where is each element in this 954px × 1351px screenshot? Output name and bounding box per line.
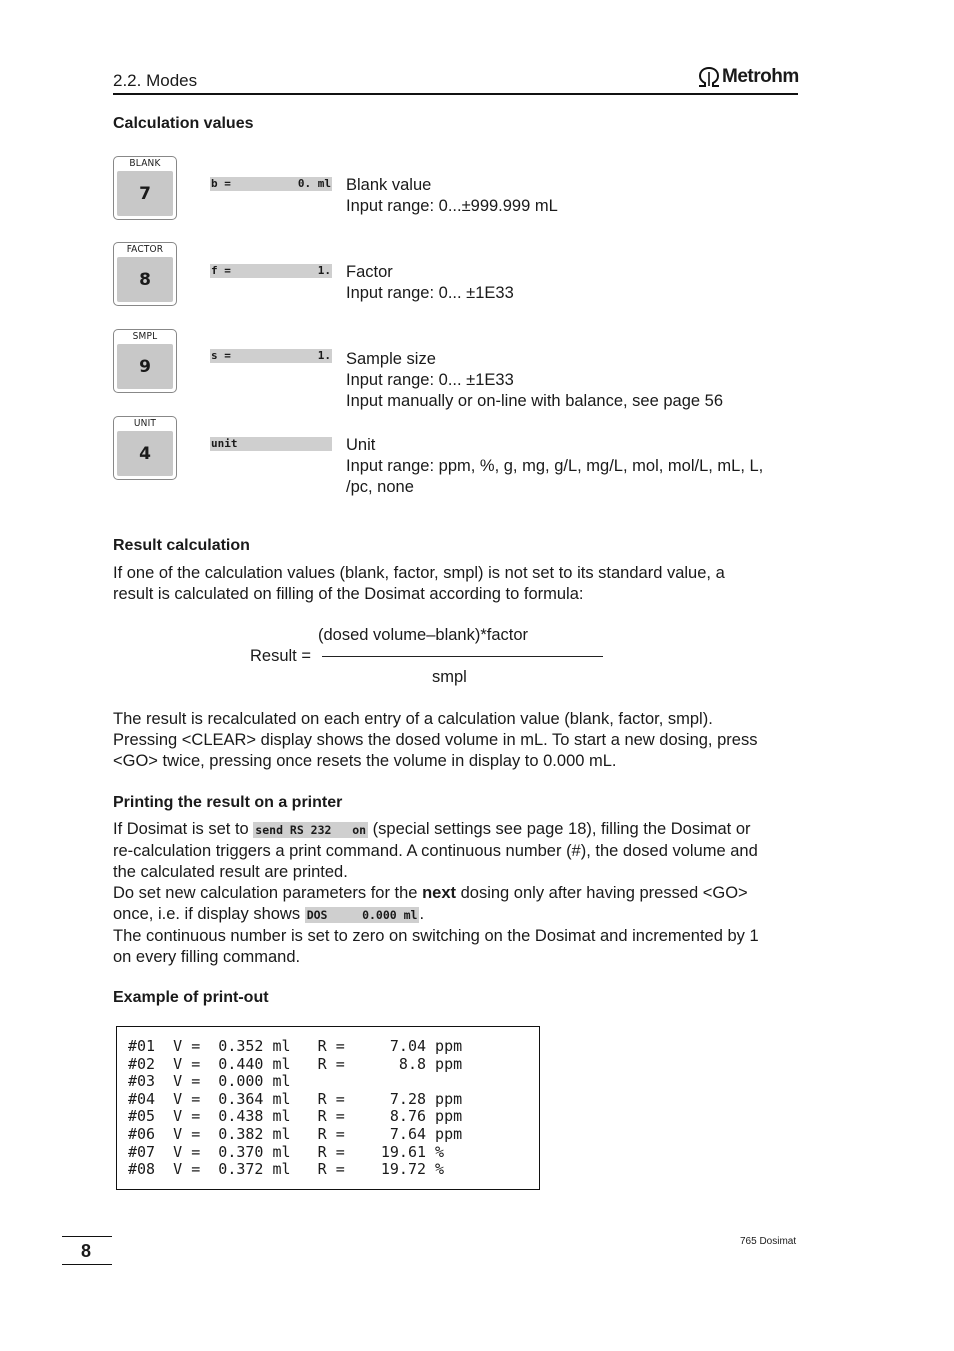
footer-rule [62, 1264, 112, 1265]
printout-line: #01 V = 0.352 ml R = 7.04 ppm [128, 1037, 463, 1055]
desc-line: Factor [346, 263, 393, 281]
emphasis-next: next [422, 884, 457, 902]
printing-paragraph [113, 819, 813, 968]
key-factor[interactable] [113, 242, 177, 306]
printout-line: #03 V = 0.000 ml [128, 1072, 291, 1091]
brand-logo [696, 66, 799, 88]
display-left: b = [211, 177, 231, 190]
unit-description [346, 435, 763, 498]
brand-name: Metrohm [722, 66, 799, 87]
inline-display-dos: DOS 0.000 ml [306, 908, 418, 922]
desc-line: Input range: 0...±999.999 mL [346, 197, 558, 215]
text-line: re-calculation triggers a print command. A continuous number (#), the dosed volume and [113, 842, 758, 860]
desc-line: Sample size [346, 350, 436, 368]
printout-lines [128, 1038, 462, 1179]
desc-line: Input range: 0... ±1E33 [346, 284, 514, 302]
display-left: s = [211, 349, 231, 362]
display-right: 1. [317, 349, 331, 362]
text-line: result is calculated on filling of the Dosimat according to formula: [113, 585, 584, 603]
printout-line: #07 V = 0.370 ml R = 19.61 % [128, 1142, 445, 1161]
display-left: unit [211, 437, 238, 450]
printout-line: #05 V = 0.438 ml R = 8.76 ppm [128, 1107, 463, 1126]
key-blank[interactable] [113, 156, 177, 220]
display-unit [210, 437, 332, 451]
desc-line: Input range: ppm, %, g, mg, g/L, mg/L, mol, mol/L, mL, L, [346, 457, 764, 475]
formula-lhs: Result = [250, 647, 311, 665]
calc-values-heading: Calculation values [113, 115, 254, 132]
display-blank [210, 177, 332, 191]
footer-rule [62, 1236, 112, 1237]
key-label: UNIT [133, 418, 157, 429]
text-line: once, i.e. if display shows DOS 0.000 ml . [113, 905, 425, 923]
formula-denominator: smpl [432, 668, 467, 686]
omega-logo-icon [696, 66, 722, 88]
display-factor [210, 264, 332, 278]
blank-description [346, 175, 558, 217]
key-digit: 8 [117, 257, 173, 302]
inline-display-send: send RS 232 on [255, 823, 367, 837]
text-line: If Dosimat is set to send RS 232 on (special settings see page 18), filling the Dosimat or [113, 820, 751, 838]
desc-line: Blank value [346, 176, 432, 194]
formula-numerator: (dosed volume–blank)*factor [318, 626, 529, 644]
text-line: The continuous number is set to zero on switching on the Dosimat and incremented by 1 [113, 927, 759, 945]
display-right: 1. [317, 264, 331, 277]
desc-line: Unit [346, 436, 376, 454]
key-digit: 4 [117, 431, 173, 476]
key-label: BLANK [129, 158, 161, 169]
product-name: 765 Dosimat [740, 1236, 797, 1247]
key-unit[interactable] [113, 416, 177, 480]
key-label: SMPL [132, 331, 158, 342]
text-line: Do set new calculation parameters for the next dosing only after having pressed <GO> [113, 884, 748, 902]
key-digit: 7 [117, 171, 173, 216]
result-calc-intro [113, 563, 725, 605]
printout-line: #02 V = 0.440 ml R = 8.8 ppm [128, 1054, 463, 1073]
display-smpl [210, 349, 332, 363]
key-smpl[interactable] [113, 329, 177, 393]
desc-line: /pc, none [346, 478, 414, 496]
text-line: on every filling command. [113, 948, 301, 966]
header-rule [113, 93, 798, 95]
display-left: f = [211, 264, 231, 277]
result-calc-heading: Result calculation [113, 537, 250, 554]
key-digit: 9 [117, 344, 173, 389]
key-label: FACTOR [126, 244, 164, 255]
fraction-bar [322, 656, 603, 657]
page-number: 8 [80, 1241, 91, 1261]
section-title: 2.2. Modes [113, 71, 198, 90]
result-calc-after [113, 709, 757, 772]
text-line: If one of the calculation values (blank, factor, smpl) is not set to its standard value, a [113, 564, 725, 582]
desc-line: Input range: 0... ±1E33 [346, 371, 514, 389]
desc-line: Input manually or on-line with balance, see page 56 [346, 392, 723, 410]
printout-line: #08 V = 0.372 ml R = 19.72 % [128, 1160, 445, 1179]
text-line: the calculated result are printed. [113, 863, 348, 881]
printout-box [116, 1026, 540, 1190]
text-line: The result is recalculated on each entry of a calculation value (blank, factor, smpl). [113, 710, 713, 728]
smpl-description [346, 349, 723, 412]
display-right: 0. ml [297, 177, 331, 190]
factor-description [346, 262, 514, 304]
text-line: <GO> twice, pressing once resets the volume in display to 0.000 mL. [113, 752, 617, 770]
printout-line: #04 V = 0.364 ml R = 7.28 ppm [128, 1089, 463, 1108]
printout-line: #06 V = 0.382 ml R = 7.64 ppm [128, 1124, 463, 1143]
text-line: Pressing <CLEAR> display shows the dosed volume in mL. To start a new dosing, press [113, 731, 758, 749]
example-heading: Example of print-out [113, 989, 269, 1006]
printing-heading: Printing the result on a printer [113, 794, 343, 811]
